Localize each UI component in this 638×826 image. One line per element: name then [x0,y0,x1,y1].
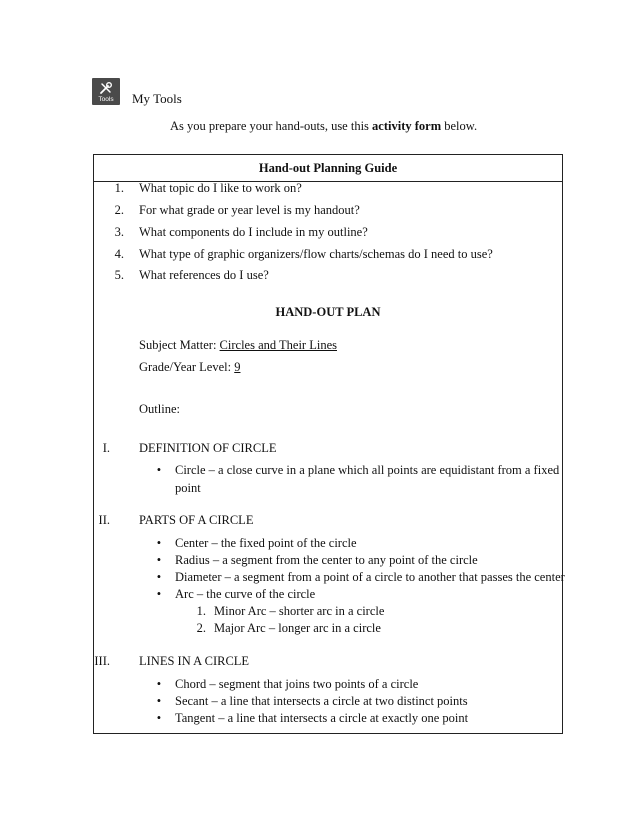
bullet-icon: • [156,570,162,584]
subject-label: Subject Matter: [139,338,217,352]
question-number: 1. [114,181,124,195]
section-roman: I. [102,441,110,455]
question-number: 4. [114,247,124,261]
bullet-text: Circle – a close curve in a plane which all points are equidistant from a fixed [175,463,560,477]
bullet-text: Chord – segment that joins two points of a circle [175,677,419,691]
bullet-text: Diameter – a segment from a point of a circle to another that passes the center [175,570,565,584]
question-text: What type of graphic organizers/flow charts/schemas do I need to use? [139,247,493,261]
section-roman: II. [98,513,110,527]
bullet-icon: • [156,553,162,567]
subject-value: Circles and Their Lines [219,338,337,352]
subject-matter [139,338,337,353]
section-title: PARTS OF A CIRCLE [139,513,254,527]
bullet-text: Tangent – a line that intersects a circle at exactly one point [175,711,469,725]
tools-icon [92,78,120,105]
question-text: What topic do I like to work on? [139,181,302,195]
intro-pre: As you prepare your hand-outs, use this [170,119,369,133]
sub-text: Major Arc – longer arc in a circle [214,621,381,635]
intro-post: below. [444,119,478,133]
section-title: DEFINITION OF CIRCLE [139,441,277,455]
bullet-text: Secant – a line that intersects a circle at two distinct points [175,694,468,708]
question-text: What components do I include in my outline? [139,225,368,239]
bullet-icon: • [156,694,162,708]
section-title: LINES IN A CIRCLE [139,654,250,668]
tools-icon-label: Tools [98,96,114,103]
my-tools-heading: My Tools [132,91,182,106]
grade-value: 9 [234,360,241,374]
bullet-icon: • [156,677,162,691]
sub-text: Minor Arc – shorter arc in a circle [214,604,385,618]
question-text: For what grade or year level is my handout? [139,203,360,217]
question-number: 2. [114,203,124,217]
outline-label: Outline: [139,402,180,416]
bullet-text-continued: point [175,481,201,495]
sub-number: 1. [196,604,206,618]
bullet-text: Arc – the curve of the circle [175,587,316,601]
plan-title: HAND-OUT PLAN [275,305,381,319]
grade-level [139,360,240,375]
bullet-icon: • [156,463,162,477]
intro-text [170,119,477,134]
grade-label: Grade/Year Level: [139,360,232,374]
sub-number: 2. [196,621,206,635]
handout-planning-box [93,154,563,734]
bullet-text: Radius – a segment from the center to any point of the circle [175,553,478,567]
bullet-text: Center – the fixed point of the circle [175,536,357,550]
bullet-icon: • [156,536,162,550]
guide-title: Hand-out Planning Guide [94,155,562,182]
bullet-icon: • [156,587,162,601]
question-text: What references do I use? [139,268,269,282]
question-number: 5. [114,268,124,282]
question-number: 3. [114,225,124,239]
bullet-icon: • [156,711,162,725]
intro-bold: activity form [372,119,442,133]
section-roman: III. [94,654,110,668]
